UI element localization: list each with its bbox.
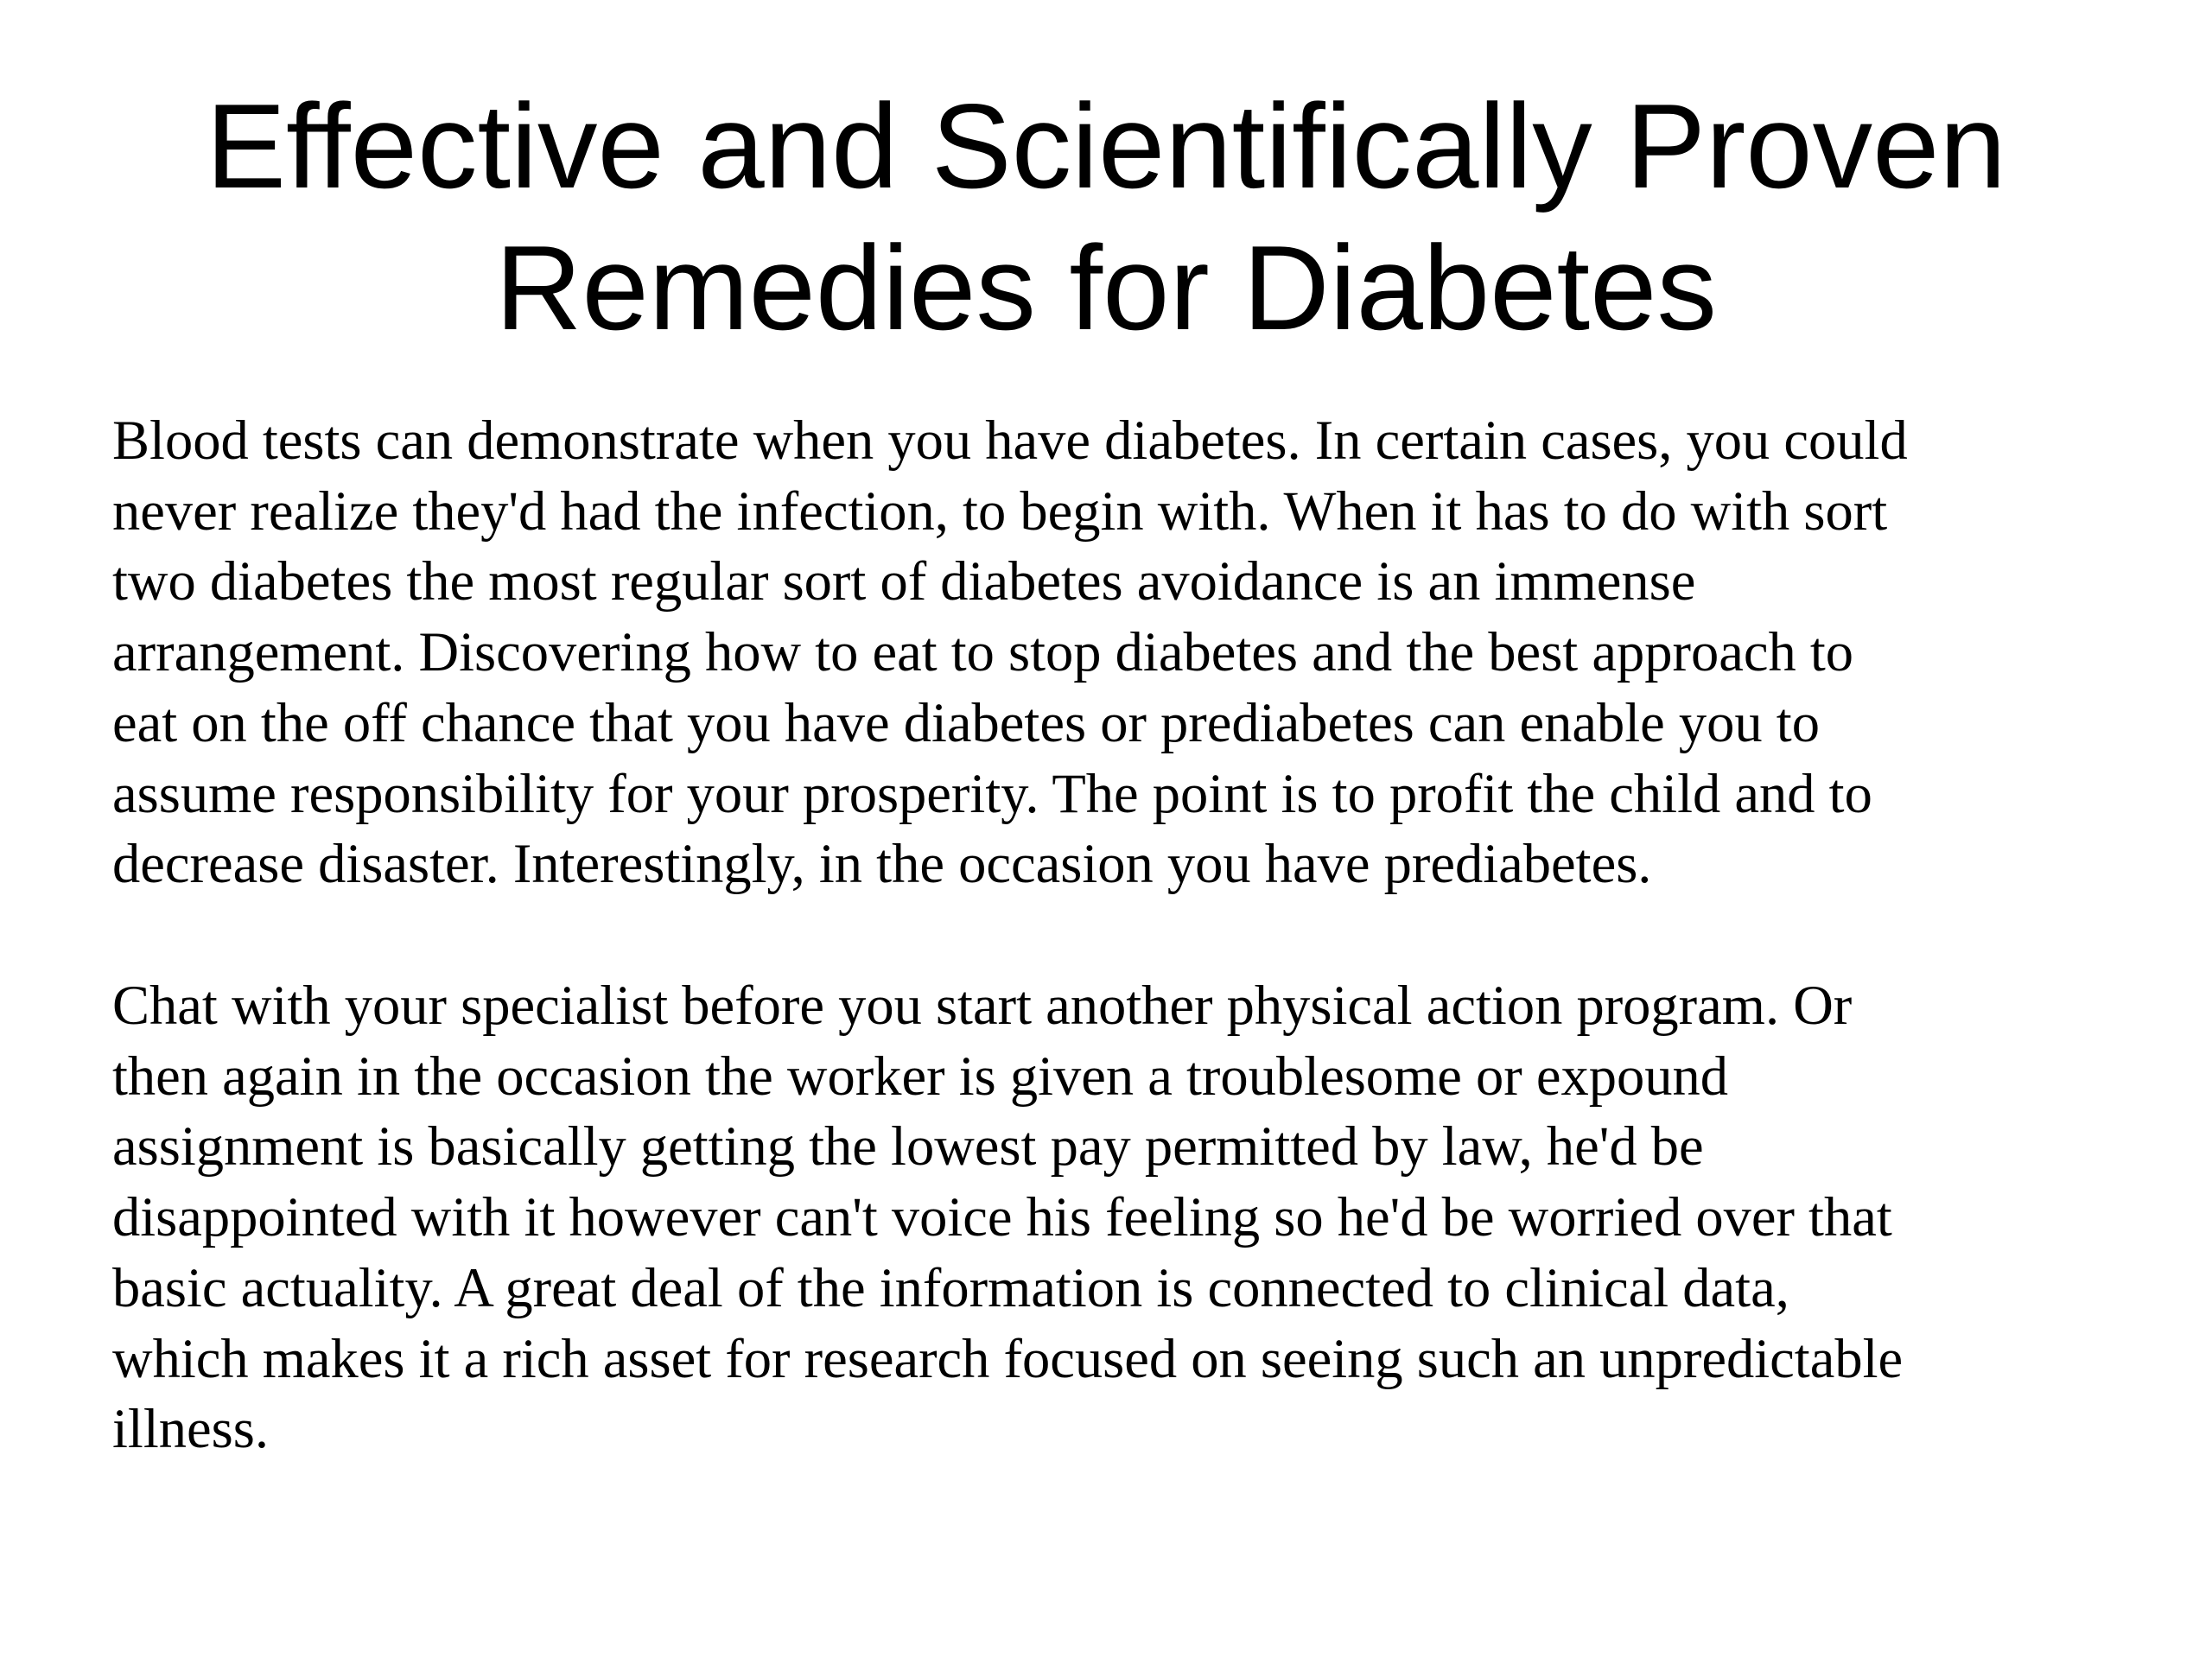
paragraph-1 [112, 405, 2126, 899]
paragraph-2 [112, 970, 2126, 1464]
text-line: disappointed with it however can't voice his feeling so he'd be worried over that [112, 1186, 1892, 1248]
text-line: basic actuality. A great deal of the information is connected to clinical data, [112, 1256, 1789, 1318]
text-line: never realize they'd had the infection, to begin with. When it has to do with sort [112, 480, 1888, 542]
text-line: decrease disaster. Interestingly, in the occasion you have prediabetes. [112, 833, 1652, 895]
title-line: Effective and Scientifically Proven [206, 79, 2006, 213]
text-line: Blood tests can demonstrate when you have diabetes. In certain cases, you could [112, 410, 1908, 471]
text-line: Chat with your specialist before you start another physical action program. Or [112, 975, 1853, 1036]
text-line: then again in the occasion the worker is given a troublesome or expound [112, 1045, 1728, 1107]
slide-title [112, 76, 2100, 359]
title-line: Remedies for Diabetes [495, 221, 1717, 355]
text-line: which makes it a rich asset for research focused on seeing such an unpredictable [112, 1327, 1904, 1389]
text-line: arrangement. Discovering how to eat to stop diabetes and the best approach to [112, 621, 1853, 683]
text-line: assume responsibility for your prosperity. The point is to profit the child and to [112, 762, 1872, 824]
text-line: eat on the off chance that you have diabetes or prediabetes can enable you to [112, 691, 1820, 753]
text-line: two diabetes the most regular sort of diabetes avoidance is an immense [112, 550, 1696, 613]
text-line: assignment is basically getting the lowest pay permitted by law, he'd be [112, 1115, 1704, 1178]
text-line: illness. [112, 1398, 269, 1460]
